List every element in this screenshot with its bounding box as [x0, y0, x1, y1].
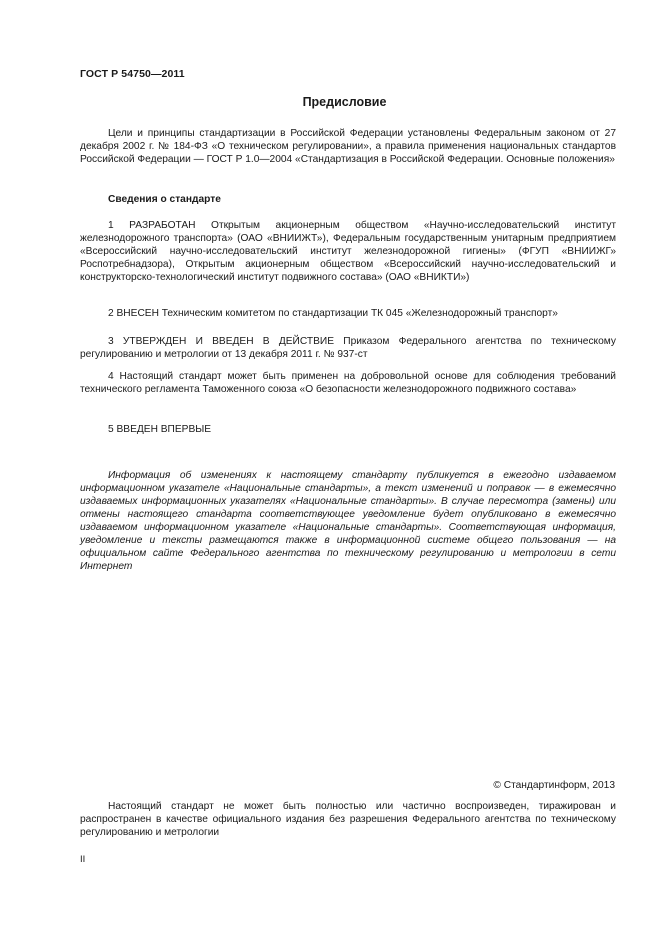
intro-paragraph: Цели и принципы стандартизации в Российской Федерации установлены Федеральным законом от 27 декабря 2002 г. № 184-ФЗ «О техническом регулировании», а правила применения национальных стандартов Российской Федерации — ГОСТ Р 1.0—2004 «Стандартизация в Российской Федерации. Основные положения» — [80, 128, 616, 165]
page-title: Предисловие — [302, 95, 387, 109]
item-3-approved: 3 УТВЕРЖДЕН И ВВЕДЕН В ДЕЙСТВИЕ Приказом Федерального агентства по техническому регулированию и метрологии от 13 декабря 2011 г. № 937-ст — [80, 336, 616, 360]
document-header: ГОСТ Р 54750—2011 — [80, 68, 185, 80]
info-heading: Сведения о стандарте — [108, 194, 221, 205]
item-4-application: 4 Настоящий стандарт может быть применен на добровольной основе для соблюдения требований технического регламента Таможенного союза «О безопасности железнодорожного подвижного состава» — [80, 371, 616, 395]
changes-notice: Информация об изменениях к настоящему стандарту публикуется в ежегодно издаваемом информационном указателе «Национальные стандарты», а текст изменений и поправок — в ежемесячно издаваемых информационных указателях «Национальные стандарты». В случае пересмотра (замены) или отмены настоящего стандарта соответствующее уведомление будет опубликовано в ежемесячно издаваемом информационном указателе «Национальные стандарты». Соответствующая информация, уведомление и тексты размещаются также в информационной системе общего пользования — на официальном сайте Федерального агентства по техническому регулированию и метрологии в сети Интернет — [80, 470, 616, 572]
item-1-developed: 1 РАЗРАБОТАН Открытым акционерным обществом «Научно-исследовательский институт железнодорожного транспорта» (ОАО «ВНИИЖТ»), Федеральным государственным унитарным предприятием «Всероссийский научно-исследовательский институт железнодорожной гигиены» (ФГУП «ВНИИЖГ» Роспотребнадзора), Открытым акционерным обществом «Всероссийский научно-исследовательский и конструкторско-технологический институт подвижного состава» (ОАО «ВНИКТИ») — [80, 220, 616, 283]
page-number: II — [80, 854, 86, 865]
copyright-line: © Стандартинформ, 2013 — [493, 780, 615, 791]
reproduction-rights: Настоящий стандарт не может быть полностью или частично воспроизведен, тиражирован и распространен в качестве официального издания без разрешения Федерального агентства по техническому регулированию и метрологии — [80, 801, 616, 838]
item-2-introduced: 2 ВНЕСЕН Техническим комитетом по стандартизации ТК 045 «Железнодорожный транспорт» — [108, 308, 558, 319]
item-5-first-introduced: 5 ВВЕДЕН ВПЕРВЫЕ — [108, 424, 212, 435]
